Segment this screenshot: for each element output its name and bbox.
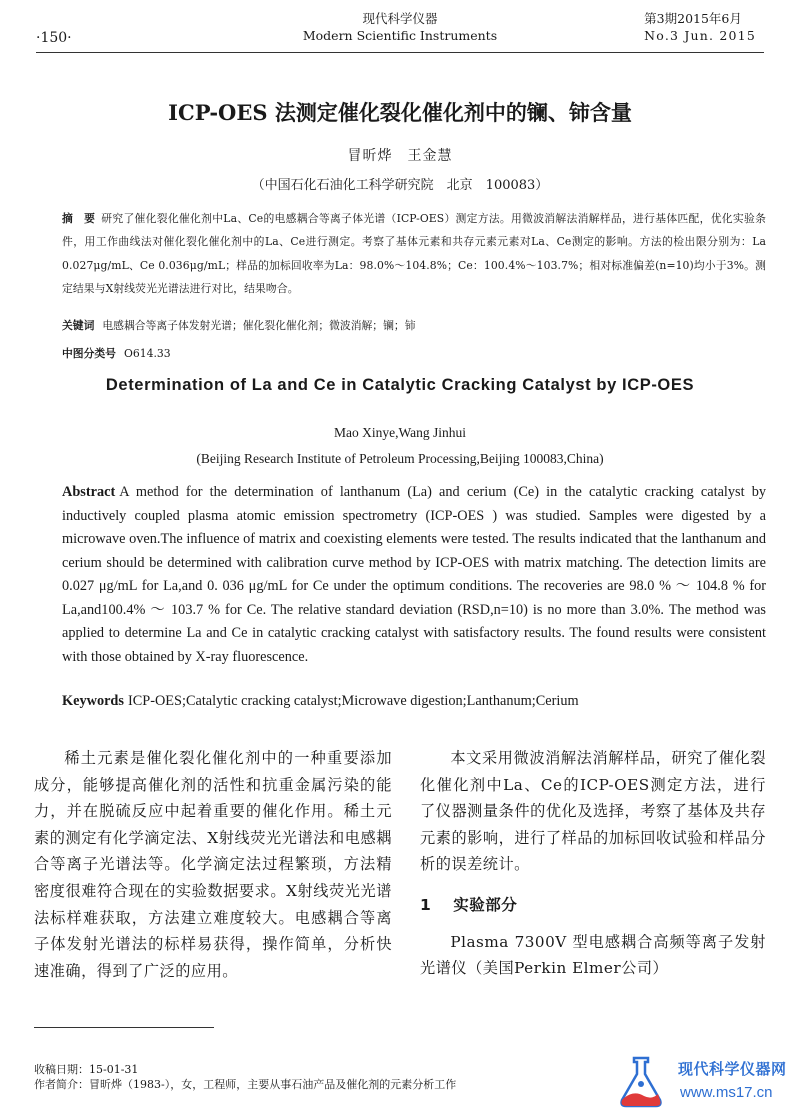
body-left-column: 稀土元素是催化裂化催化剂中的一种重要添加成分，能够提高催化剂的活性和抗重金属污染的能力，并在脱硫反应中起着重要的催化作用。稀土元素的测定有化学滴定法、X射线荧光光谱法和电感耦合等离子光谱法等。化学滴定法过程繁琐，方法精密度很难符合现在的实验数据要求。X射线荧光光谱法标样难获取，方法建立难度较大。电感耦合等离子体发射光谱法的标样易获得，操作简单，分析快速准确，得到了广泛的应用。 [34, 749, 392, 980]
keywords-en-text: ICP-OES;Catalytic cracking catalyst;Microwave digestion;Lanthanum;Cerium [127, 693, 579, 709]
author-bio: 作者简介：冒昕烨（1983-），女，工程师，主要从事石油产品及催化剂的元素分析工作 [34, 1078, 457, 1091]
abstract-cn-label: 摘 要 [62, 212, 96, 225]
classification-code: O614.33 [123, 347, 171, 360]
abstract-cn-text: 研究了催化裂化催化剂中La、Ce的电感耦合等离子体光谱（ICP-OES）测定方法。用微波消解法消解样品，进行基体匹配，优化实验条件，用工作曲线法对催化裂化催化剂中的La、Ce进行测定。考察了基体元素和共存元素元素对La、Ce测定的影响。方法的检出限分别为：La 0.027μg/mL、Ce 0.036μg/mL；样品的加标回收率为La：98.0%～104.8%；Ce：100.4%～103.7%；相对标准偏差(n=10)均小于3%。测定结果与X射线荧光光谱法进行对比，结果吻合。 [62, 212, 766, 295]
abstract-en [62, 481, 766, 669]
keywords-cn-text: 电感耦合等离子体发射光谱；催化裂化催化剂；微波消解；镧；铈 [102, 319, 416, 332]
affiliation-cn: （中国石化石油化工科学研究院 北京 100083） [251, 178, 549, 193]
abstract-en-text: A method for the determination of lanthanum (La) and cerium (Ce) in the catalytic cracking catalyst by inductively coupled plasma atomic emission spectrometry (ICP-OES ) was studied. Samples were digested by a microwave oven.The influence of matrix and coexisting elements were tested. The results indicated that the lanthanum and cerium should be determined with calibration curve method by ICP-OES with matrix matching. The detection limits are 0.027 μg/mL for La,and 0. 036 μg/mL for Ce under the optimum conditions. The recoveries are 98.0 % ～ 104.8 % for La,and100.4% ～ 103.7 % for Ce. The relative standard deviation (RSD,n=10) is no more than 3.0%. The method was applied to determine La and Ce in catalytic cracking catalyst with satisfactory results. The found results were consistent with those obtained by X-ray fluorescence. [62, 484, 766, 665]
section-heading [420, 892, 766, 919]
page-number: ·150· [36, 30, 72, 46]
abstract-cn [62, 207, 766, 300]
header-rule [36, 52, 764, 53]
abstract-en-label: Abstract [62, 484, 116, 500]
article-title-en: Determination of La and Ce in Catalytic Cracking Catalyst by ICP-OES [105, 376, 695, 394]
authors-cn: 冒昕烨 王金慧 [347, 148, 453, 164]
site-watermark [600, 1050, 800, 1112]
issue-info [644, 10, 756, 44]
article-title-cn: ICP-OES 法测定催化裂化催化剂中的镧、铈含量 [168, 100, 632, 125]
affiliation-en: (Beijing Research Institute of Petroleum Processing,Beijing 100083,China) [196, 451, 604, 466]
classification-label: 中图分类号 [62, 347, 116, 360]
watermark-site-name: 现代科学仪器网 [678, 1060, 787, 1078]
section-paragraph: Plasma 7300V 型电感耦合高频等离子发射光谱仪（美国Perkin Elmer公司） [420, 932, 766, 978]
issue-en: No.3 Jun. 2015 [644, 28, 756, 43]
keywords-en-label: Keywords [62, 693, 124, 709]
intro-paragraph: 本文采用微波消解法消解样品，研究了催化裂化催化剂中La、Ce的ICP-OES测定方法，进行了仪器测量条件的优化及选择，考察了基体及共存元素的影响，进行了样品的加标回收试验和样品分析的误差统计。 [420, 749, 766, 874]
flask-logo-icon [610, 1054, 672, 1110]
journal-name-en: Modern Scientific Instruments [302, 28, 498, 43]
keywords-cn [62, 318, 766, 333]
section-title: 实验部分 [453, 895, 518, 914]
journal-name-cn: 现代科学仪器 [362, 11, 438, 26]
authors-en: Mao Xinye,Wang Jinhui [333, 425, 467, 440]
body-right-column [420, 745, 766, 982]
watermark-url[interactable]: www.ms17.cn [680, 1084, 773, 1101]
footnote-rule [34, 1027, 214, 1028]
section-number: 1 [420, 895, 432, 914]
received-date: 收稿日期：15-01-31 [34, 1063, 139, 1076]
keywords-cn-label: 关键词 [62, 319, 95, 332]
classification [62, 346, 766, 361]
issue-cn: 第3期2015年6月 [644, 11, 742, 26]
keywords-en [62, 693, 766, 710]
